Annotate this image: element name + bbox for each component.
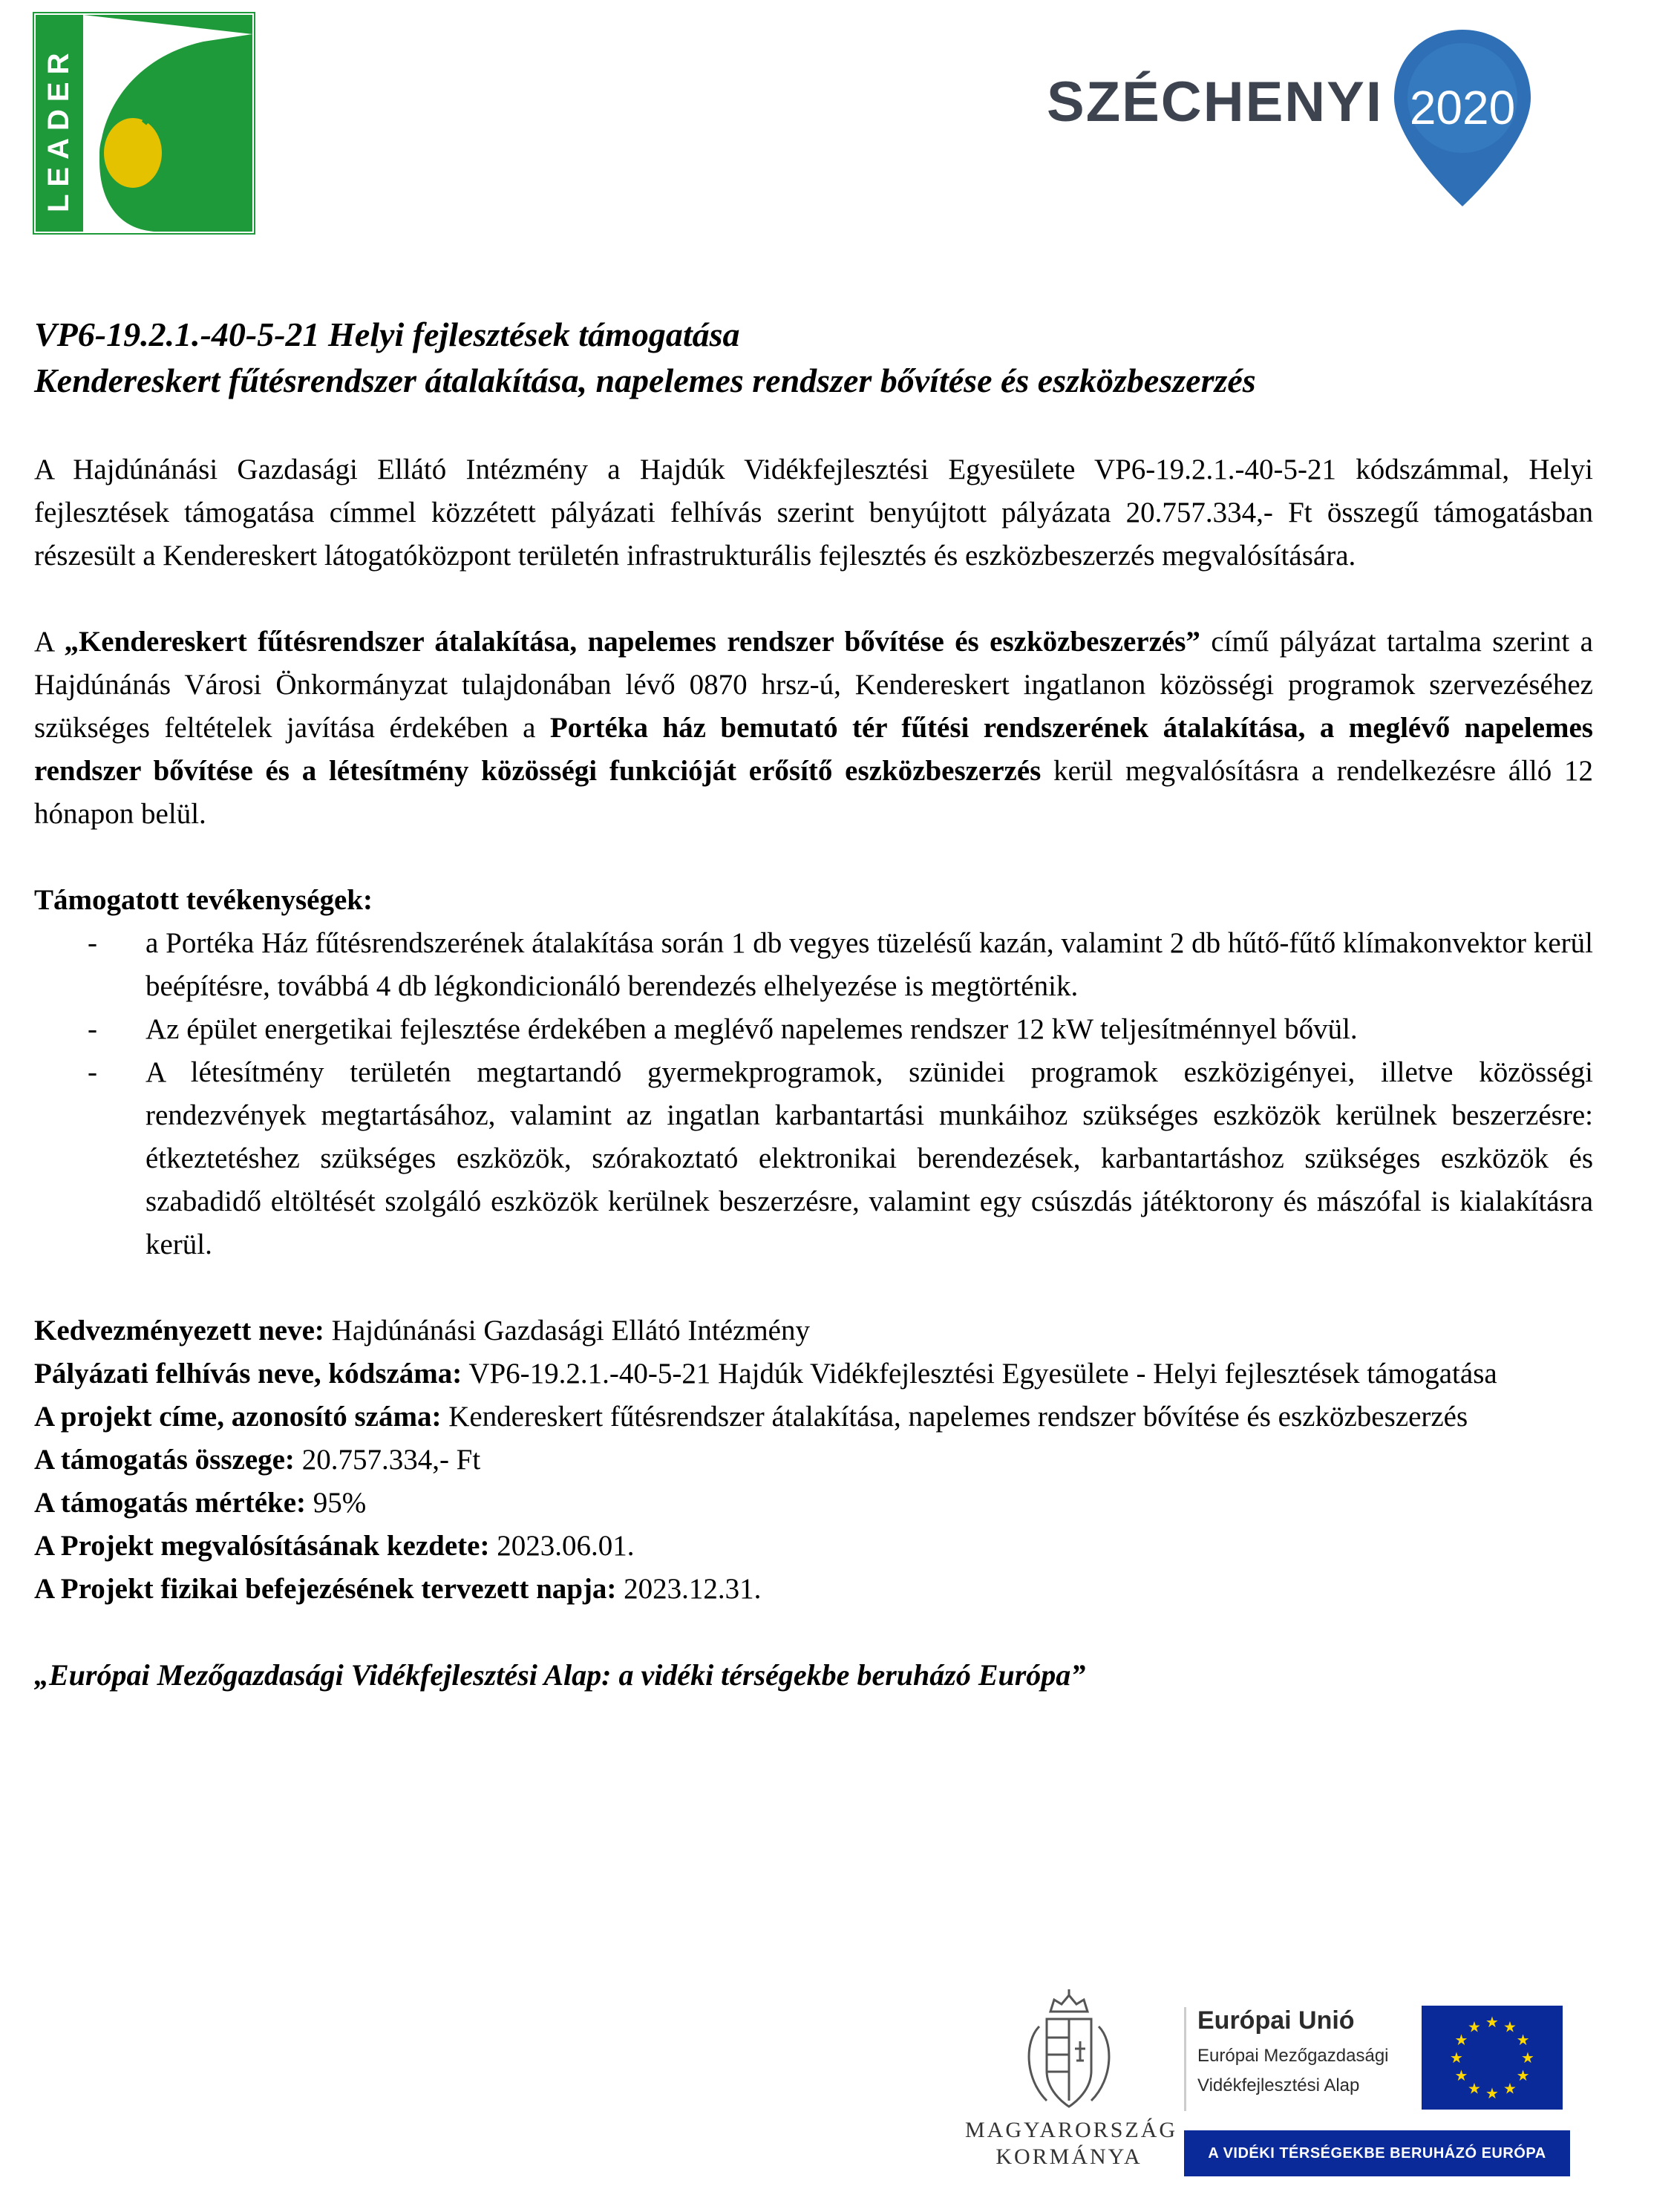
eu-star-icon: ★ <box>1450 2050 1463 2067</box>
hungarian-government-logo <box>965 1989 1178 2182</box>
grant-amount-line: A támogatás összege: 20.757.334,- Ft <box>34 1444 481 1476</box>
description-middle: című pályázat tartalma szerint a Hajdúnánás Városi Önkormányzat tulajdonában lévő 0870 hrsz-ú, Kendereskert ingatlanon közösségi programok szervezéséhez szükséges feltételek javítása érdekében a <box>34 626 1593 744</box>
eu-star-icon: ★ <box>1468 2081 1481 2098</box>
eu-star-icon: ★ <box>1454 2032 1468 2049</box>
eu-agricultural-fund-logo <box>1184 2000 1570 2185</box>
eu-star-icon: ★ <box>1485 2086 1499 2102</box>
description-end: kerül megvalósításra a rendelkezésre álló 12 hónapon belül. <box>34 755 1593 830</box>
svg-text:LEADER: LEADER <box>42 45 75 212</box>
document-title-line-1: VP6-19.2.1.-40-5-21 Helyi fejlesztések támogatása <box>34 315 740 353</box>
call-name-line: Pályázati felhívás neve, kódszáma: VP6-19.2.1.-40-5-21 Hajdúk Vidékfejlesztési Egyesülete - Helyi fejlesztések támogatása <box>34 1358 1497 1390</box>
project-start-line: A Projekt megvalósításának kezdete: 2023.06.01. <box>34 1530 635 1562</box>
eu-star-icon: ★ <box>1516 2068 1530 2084</box>
szechenyi-2020-logo <box>1032 18 1552 218</box>
list-item-text: a Portéka Ház fűtésrendszerének átalakítása során 1 db vegyes tüzelésű kazán, valamint 2 db hűtő-fűtő klímakonvektor kerül beépítésre, továbbá 4 db légkondicionáló berendezés elhelyezése is megtörténik. <box>146 927 1593 1002</box>
eu-star-icon: ★ <box>1503 2019 1517 2036</box>
eu-fund-text: Európai Unió Európai Mezőgazdasági Vidékfejlesztési Alap <box>1197 2006 1389 2095</box>
list-dash: - <box>88 927 97 959</box>
document-title-line-2: Kendereskert fűtésrendszer átalakítása, napelemes rendszer bővítése és eszközbeszerzés <box>34 361 1256 399</box>
divider <box>1184 2007 1186 2111</box>
coat-of-arms-icon <box>965 1989 1173 2116</box>
leader-wordmark <box>36 12 83 235</box>
eu-slogan-bar: A VIDÉKI TÉRSÉGEKBE BERUHÁZÓ EURÓPA <box>1184 2130 1570 2176</box>
activities-list <box>34 922 1593 1266</box>
grant-rate-line: A támogatás mértéke: 95% <box>34 1487 367 1519</box>
eu-star-icon: ★ <box>1503 2081 1517 2098</box>
eu-star-icon: ★ <box>1516 2032 1530 2049</box>
project-description-paragraph <box>34 621 1593 836</box>
list-dash: - <box>88 1056 97 1088</box>
project-title-emphasis: „Kendereskert fűtésrendszer átalakítása, napelemes rendszer bővítése és eszközbeszerzés” <box>64 626 1200 658</box>
eu-star-icon: ★ <box>1485 2015 1499 2031</box>
list-item-text: Az épület energetikai fejlesztése érdekében a meglévő napelemes rendszer 12 kW teljesítménnyel bővül. <box>146 1013 1358 1045</box>
leader-logo <box>33 12 255 235</box>
eu-star-icon: ★ <box>1468 2019 1481 2036</box>
list-item <box>34 1008 1593 1051</box>
project-title-line: A projekt címe, azonosító száma: Kendereskert fűtésrendszer átalakítása, napelemes rendszer bővítése és eszközbeszerzés <box>34 1401 1468 1433</box>
beneficiary-line: Kedvezményezett neve: Hajdúnánási Gazdasági Ellátó Intézmény <box>34 1315 810 1346</box>
eu-star-icon: ★ <box>1521 2050 1534 2067</box>
project-scope-emphasis: Portéka ház bemutató tér fűtési rendszerének átalakítása, a meglévő napelemes rendszer bővítése és a létesítmény közösségi funkcióját erősítő eszközbeszerzés <box>34 712 1593 787</box>
list-dash: - <box>88 1013 97 1045</box>
government-wordmark: MAGYARORSZÁG KORMÁNYA <box>965 2118 1178 2169</box>
szechenyi-year: 2020 <box>1409 81 1516 134</box>
list-item-text: A létesítmény területén megtartandó gyermekprogramok, szünidei programok eszközigényei, illetve közösségi rendezvények megtartásához, valamint az ingatlan karbantartási munkáihoz szükséges eszközök kerülnek beszerzésre: étkeztetéshez szükséges eszközök, szórakoztató elektronikai berendezések, karbantartáshoz szükséges eszközök és szabadidő eltöltését szolgáló eszközök kerülnek beszerzésre, valamint egy csúszdás játéktorony és mászófal is kialakításra kerül. <box>146 1056 1593 1260</box>
map-pin-icon <box>1388 25 1537 211</box>
szechenyi-wordmark: SZÉCHENYI <box>1047 71 1383 134</box>
closing-slogan: „Európai Mezőgazdasági Vidékfejlesztési Alap: a vidéki térségekbe beruházó Európa” <box>34 1658 1086 1692</box>
activities-heading: Támogatott tevékenységek: <box>34 884 373 916</box>
eu-flag-icon <box>1422 2006 1563 2110</box>
eu-star-icon: ★ <box>1454 2068 1468 2084</box>
list-item <box>34 1051 1593 1266</box>
list-item <box>34 922 1593 1008</box>
intro-paragraph: A Hajdúnánási Gazdasági Ellátó Intézmény a Hajdúk Vidékfejlesztési Egyesülete VP6-19.2.1.-40-5-21 kódszámmal, Helyi fejlesztések támogatása címmel közzétett pályázati felhívás szerint benyújtott pályázata 20.757.334,- Ft összegű támogatásban részesült a Kendereskert látogatóközpont területén infrastrukturális fejlesztés és eszközbeszerzés megvalósítására. <box>34 454 1593 572</box>
document-body <box>34 312 1593 1697</box>
project-end-line: A Projekt fizikai befejezésének tervezett napja: 2023.12.31. <box>34 1573 762 1605</box>
description-start: A <box>34 626 65 658</box>
